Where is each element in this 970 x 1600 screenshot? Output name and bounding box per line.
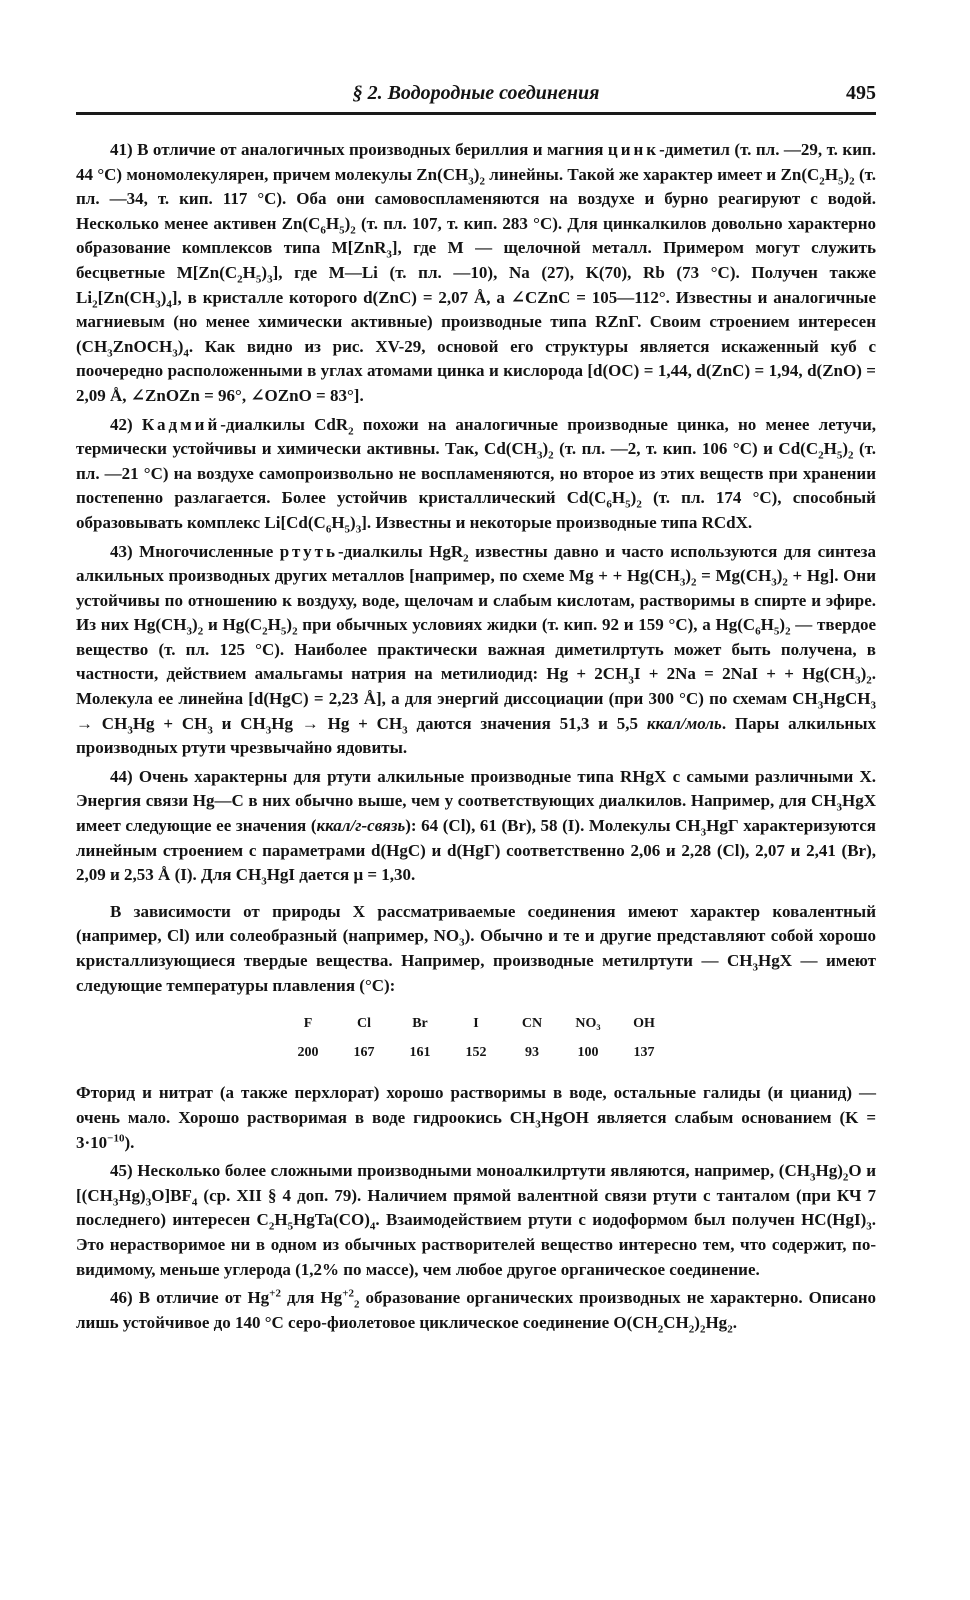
table-cell: 167 [353, 1044, 375, 1060]
table-cell: 161 [409, 1044, 431, 1060]
paragraph-42: 42) Кадмий-диалкилы CdR$_2$ похожи на аналогичные производные цинка, но менее летучи, термически устойчивы и химически активны. Так, $Cd(CH_3)_2$ (т. пл. —2, т. кип. 106 °С) и $Cd(C_2H_5)_2$ (т. пл. —21 °С) на воздухе самопроизвольно не воспламеняются, но второе из этих веществ при хранении постепенно разлагается. Более устойчив кристаллический $Cd(C_6H_5)_2$ (т. пл. 174 °С), способный образовывать комплекс $Li[Cd(C_6H_5)_3]$. Известны и некоторые производные типа RCdX. [76, 414, 877, 536]
section-title: § 2. Водородные соединения [352, 82, 600, 104]
table-cell: CN [521, 1016, 543, 1032]
table-cell: 137 [633, 1044, 655, 1060]
table-cell: NO₃ [575, 1016, 601, 1032]
paragraph-44: 44) Очень характерны для ртути алкильные производные типа RHgX с самыми различными X. Энергия связи Hg—C в них обычно выше, чем у соответствующих диалкилов. Например, для $CH_3HgX$ имеет следующие ее значения (ккал/г-связь): 64 (Cl), 61 (Br), 58 (I). Молекулы $CH_3HgГ$ характеризуются линейным строением с параметрами d(HgC) и d(HgГ) соответственно 2,06 и 2,28 (Cl), 2,07 и 2,41 (Br), 2,09 и 2,53 Å (I). Для $CH_3HgI$ дается μ = 1,30. [76, 766, 877, 888]
table-row [280, 1039, 672, 1068]
paragraph-44-end: Фторид и нитрат (а также перхлорат) хорошо растворимы в воде, остальные галиды (и цианид) — очень мало. Хорошо растворимая в воде гидроокись $CH_3HgOH$ является слабым основанием $(K = 3\cdot 10^{-10})$. [76, 1083, 877, 1152]
page-body [76, 138, 876, 1339]
table-cell: F [303, 1016, 313, 1032]
table-cell: 93 [525, 1044, 539, 1060]
melting-point-table [280, 1010, 672, 1067]
table-cell: OH [633, 1016, 655, 1032]
paragraph-45: 45) Несколько более сложными производными моноалкилртути являются, например, $(CH_3Hg)_2O$ и $[(CH_3Hg)_3O]BF_4$ (ср. XII § 4 доп. 79). Наличием прямой валентной связи ртути с танталом (при КЧ 7 последнего) интересен $C_2H_5HgTa(CO)_4$. Взаимодействием ртути с иодоформом был получен $HC(HgI)_3$. Это нерастворимое ни в одном из обычных растворителей вещество интересно тем, что содержит, по-видимому, меньше углерода (1,2% по массе), чем любое другое органическое соединение. [76, 1161, 876, 1279]
paragraph-43: 43) Многочисленные ртуть-диалкилы HgR$_2$ известны давно и часто используются для синтеза алкильных производных других металлов [например, по схеме Mg + + $Hg(CH_3)_2 = Mg(CH_3)_2 + Hg$]. Они устойчивы по отношению к воздуху, воде, щелочам и слабым кислотам, растворимы в спирте и эфире. Из них $Hg(CH_3)_2$ и $Hg(C_2H_5)_2$ при обычных условиях жидки (т. кип. 92 и 159 °С), а $Hg(C_6H_5)_2$ — твердое вещество (т. пл. 125 °С). Наиболее практически важная диметилртуть может быть получена, в частности, действием амальгамы натрия на метилиодид: $Hg + 2CH_3I + 2Na = 2NaI$ + + $Hg(CH_3)_2$. Молекула ее линейна [d(HgC) = 2,23 Å], а для энергий диссоциации (при 300 °С) по схемам $CH_3HgCH_3 \to CH_3Hg + CH_3$ и $CH_3Hg \to Hg + CH_3$ даются значения 51,3 и 5,5 ккал/моль. Пары алкильных производных ртути чрезвычайно ядовиты. [76, 541, 877, 758]
table-header-row [280, 1010, 672, 1039]
paragraph-44-continued: В зависимости от природы X рассматриваемые соединения имеют характер ковалентный (например, Cl) или солеобразный (например, $NO_3$). Обычно и те и другие представляют собой хорошо кристаллизующиеся твердые вещества. Например, производные метилртути — $CH_3HgX$ — имеют следующие температуры плавления (°С): [76, 901, 876, 995]
table-cell: 100 [577, 1044, 599, 1060]
table-cell: Cl [357, 1016, 371, 1032]
table-cell: 200 [297, 1044, 319, 1060]
running-header [76, 78, 876, 114]
paragraph-41: 41) В отличие от аналогичных производных бериллия и магния цинк-диметил (т. пл. —29, т. кип. 44 °С) мономолекулярен, причем молекулы $Zn(CH_3)_2$ линейны. Такой же характер имеет и $Zn(C_2H_5)_2$ (т. пл. —34, т. кип. 117 °С). Оба они самовоспламеняются на воздухе и бурно реагируют с водой. Несколько менее активен $Zn(C_6H_5)_2$ (т. пл. 107, т. кип. 283 °С). Для цинкалкилов довольно характерно образование комплексов типа M[ZnR$_3$], где M — щелочной металл. Примером могут служить бесцветные $M[Zn(C_2H_5)_3]$, где M—Li (т. пл. —10), Na (27), K(70), Rb (73 °С). Получен также $Li_2[Zn(CH_3)_4]$, в кристалле которого d(ZnC) = 2,07 Å, а ∠CZnC = 105—112°. Известны и аналогичные магниевым (но менее химически активные) производные типа RZnГ. Своим строением интересен $(CH_3ZnOCH_3)_4$. Как видно из рис. XV-29, основой его структуры является искаженный куб с поочередно расположенными в углах атомами цинка и кислорода [d(OC) = 1,44, d(ZnC) = 1,94, d(ZnO) = 2,09 Å, ∠ZnOZn = 96°, ∠OZnO = 83°]. [76, 140, 877, 405]
page-number: 495 [846, 82, 876, 104]
header-rule [76, 112, 876, 115]
table-cell: 152 [465, 1044, 487, 1060]
table-cell: I [473, 1016, 479, 1032]
table-cell: Br [412, 1016, 428, 1032]
paragraph-46: 46) В отличие от $Hg^{+2}$ для $Hg^{+2}_2$ образование органических производных не характерно. Описано лишь устойчивое до 140 °С серо-фиолетовое циклическое соединение $O(CH_2CH_2)_2Hg_2$. [76, 1287, 877, 1336]
